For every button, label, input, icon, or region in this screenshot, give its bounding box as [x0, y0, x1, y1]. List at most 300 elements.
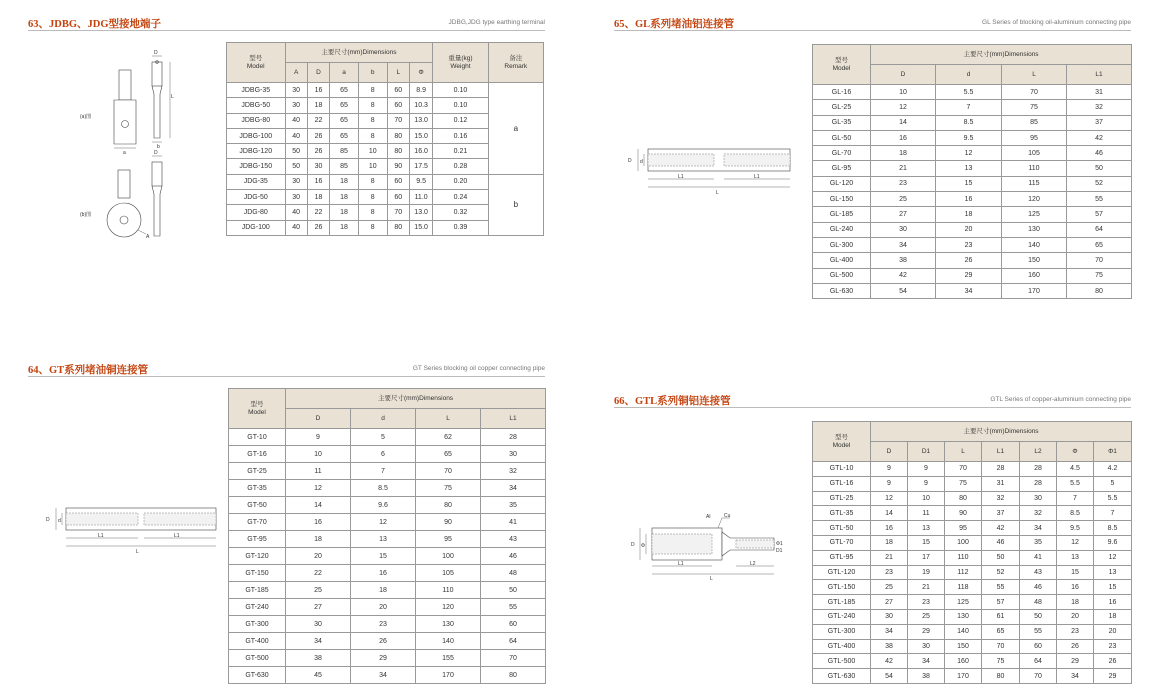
value-cell: 5.5 [1094, 491, 1132, 506]
dim-big-a-label: A [146, 234, 150, 240]
value-cell: 30 [285, 83, 307, 98]
value-cell: 55 [1067, 192, 1132, 207]
table-row [813, 476, 1132, 491]
value-cell: 70 [982, 639, 1020, 654]
table-row [813, 253, 1132, 268]
gl-pipe-drawing [626, 143, 796, 195]
value-cell: 18 [307, 190, 329, 205]
col-header: L [1002, 65, 1067, 85]
col-header: L1 [481, 409, 546, 429]
model-cell: GT-185 [229, 582, 286, 599]
model-cell: GTL-120 [813, 565, 871, 580]
model-cell: GT-300 [229, 616, 286, 633]
dim-L-label: L [716, 190, 719, 196]
value-cell: 95 [416, 531, 481, 548]
model-cell: JDBG-150 [227, 159, 286, 174]
value-cell: 27 [286, 599, 351, 616]
table-row [229, 616, 546, 633]
value-cell: 55 [982, 580, 1020, 595]
dim-L1-label: L1 [678, 561, 684, 567]
value-cell: 60 [1020, 639, 1057, 654]
col-model-header: 型号 Model [813, 45, 871, 85]
value-cell: 90 [416, 514, 481, 531]
col-model-header: 型号 Model [227, 43, 286, 83]
model-cell: GT-400 [229, 633, 286, 650]
value-cell: 8 [358, 220, 387, 235]
value-cell: 140 [1002, 237, 1067, 252]
value-cell: 13 [936, 161, 1002, 176]
value-cell: 7 [936, 100, 1002, 115]
value-cell: 18 [330, 190, 359, 205]
table-row [229, 650, 546, 667]
value-cell: 50 [982, 550, 1020, 565]
value-cell: 80 [982, 669, 1020, 684]
col-header: Φ [1057, 442, 1094, 462]
value-cell: 118 [945, 580, 982, 595]
value-cell: 9 [871, 476, 908, 491]
value-cell: 70 [387, 113, 409, 128]
value-cell: 115 [1002, 176, 1067, 191]
value-cell: 110 [416, 582, 481, 599]
value-cell: 29 [1057, 654, 1094, 669]
value-cell: 18 [1057, 595, 1094, 610]
model-cell: GT-10 [229, 429, 286, 446]
remark-cell: a [488, 83, 543, 175]
dim-d-label: d [640, 159, 643, 165]
value-cell: 16.0 [409, 144, 432, 159]
value-cell: 170 [945, 669, 982, 684]
table-row [813, 130, 1132, 145]
value-cell: 70 [1067, 253, 1132, 268]
model-cell: GL-120 [813, 176, 871, 191]
dim-phi-label: Φ [641, 543, 645, 549]
value-cell: 64 [481, 633, 546, 650]
table-row [813, 609, 1132, 624]
value-cell: 100 [416, 548, 481, 565]
gtl-spec-table [812, 421, 1132, 684]
col-header: A [285, 63, 307, 83]
dim-L1-label-2: L1 [174, 533, 180, 539]
jdbg-jdg-terminal-drawing [78, 48, 188, 240]
value-cell: 23 [871, 565, 908, 580]
value-cell: 7 [351, 463, 416, 480]
value-cell: 23 [871, 176, 936, 191]
value-cell: 10.3 [409, 98, 432, 113]
value-cell: 12 [286, 480, 351, 497]
dim-b-label: b [157, 144, 160, 150]
value-cell: 57 [1067, 207, 1132, 222]
value-cell: 50 [481, 582, 546, 599]
section-65-title: 65、GL系列堵油铝连接管 [614, 19, 735, 30]
value-cell: 70 [387, 205, 409, 220]
table-row [229, 633, 546, 650]
table-row [229, 463, 546, 480]
value-cell: 150 [1002, 253, 1067, 268]
table-row [813, 237, 1132, 252]
model-cell: GTL-300 [813, 624, 871, 639]
model-cell: JDBG-35 [227, 83, 286, 98]
value-cell: 48 [1020, 595, 1057, 610]
model-cell: GTL-185 [813, 595, 871, 610]
value-cell: 16 [351, 565, 416, 582]
table-row [229, 548, 546, 565]
value-cell: 4.5 [1057, 462, 1094, 477]
section-64-divider [28, 376, 545, 377]
table-row [227, 174, 544, 189]
value-cell: 17.5 [409, 159, 432, 174]
value-cell: 46 [1020, 580, 1057, 595]
col-dimensions-header: 主要尺寸(mm)Dimensions [871, 422, 1132, 442]
dim-L-label: L [710, 576, 713, 582]
dim-d-label-b: D [154, 150, 158, 156]
value-cell: 45 [286, 667, 351, 684]
table-row [813, 639, 1132, 654]
value-cell: 32 [481, 463, 546, 480]
value-cell: 65 [1067, 237, 1132, 252]
value-cell: 16 [307, 174, 329, 189]
value-cell: 110 [945, 550, 982, 565]
value-cell: 85 [330, 144, 359, 159]
section-65-subtitle: GL Series of blocking oil-aluminium connecting pipe [982, 19, 1131, 26]
value-cell: 25 [871, 580, 908, 595]
value-cell: 80 [387, 220, 409, 235]
value-cell: 17 [908, 550, 945, 565]
value-cell: 25 [286, 582, 351, 599]
value-cell: 9.5 [1057, 521, 1094, 536]
value-cell: 0.39 [433, 220, 488, 235]
value-cell: 34 [908, 654, 945, 669]
value-cell: 120 [1002, 192, 1067, 207]
value-cell: 26 [351, 633, 416, 650]
value-cell: 60 [387, 98, 409, 113]
value-cell: 50 [1020, 609, 1057, 624]
table-row [813, 100, 1132, 115]
model-cell: GTL-16 [813, 476, 871, 491]
value-cell: 60 [387, 83, 409, 98]
dim-L1-label: L1 [678, 174, 684, 180]
value-cell: 23 [908, 595, 945, 610]
col-header: L2 [1020, 442, 1057, 462]
value-cell: 34 [481, 480, 546, 497]
col-header: b [358, 63, 387, 83]
value-cell: 95 [945, 521, 982, 536]
value-cell: 13 [1094, 565, 1132, 580]
table-row [813, 565, 1132, 580]
value-cell: 125 [945, 595, 982, 610]
value-cell: 16 [307, 83, 329, 98]
value-cell: 10 [358, 144, 387, 159]
model-cell: GL-300 [813, 237, 871, 252]
value-cell: 13.0 [409, 205, 432, 220]
value-cell: 9.5 [936, 130, 1002, 145]
value-cell: 0.10 [433, 98, 488, 113]
dim-d-label: D [154, 50, 158, 56]
value-cell: 42 [871, 268, 936, 283]
value-cell: 18 [1094, 609, 1132, 624]
value-cell: 15.0 [409, 128, 432, 143]
value-cell: 80 [945, 491, 982, 506]
table-row [813, 491, 1132, 506]
value-cell: 42 [1067, 130, 1132, 145]
value-cell: 27 [871, 207, 936, 222]
table-row [229, 667, 546, 684]
value-cell: 55 [1020, 624, 1057, 639]
value-cell: 20 [1094, 624, 1132, 639]
value-cell: 32 [1020, 506, 1057, 521]
value-cell: 130 [1002, 222, 1067, 237]
value-cell: 34 [1020, 521, 1057, 536]
col-header: L1 [982, 442, 1020, 462]
remark-cell: b [488, 174, 543, 235]
value-cell: 7 [1057, 491, 1094, 506]
table-row [813, 146, 1132, 161]
value-cell: 15 [351, 548, 416, 565]
value-cell: 75 [982, 654, 1020, 669]
value-cell: 12 [871, 491, 908, 506]
value-cell: 16 [871, 521, 908, 536]
col-model-header: 型号 Model [229, 389, 286, 429]
value-cell: 9.6 [351, 497, 416, 514]
value-cell: 14 [286, 497, 351, 514]
model-cell: GL-25 [813, 100, 871, 115]
value-cell: 10 [358, 159, 387, 174]
value-cell: 11.0 [409, 190, 432, 205]
value-cell: 20 [1057, 609, 1094, 624]
model-cell: GL-240 [813, 222, 871, 237]
dim-D-label: D [628, 158, 632, 164]
model-cell: GT-95 [229, 531, 286, 548]
table-row [813, 669, 1132, 684]
value-cell: 80 [1067, 283, 1132, 298]
col-dimensions-header: 主要尺寸(mm)Dimensions [871, 45, 1132, 65]
value-cell: 50 [285, 159, 307, 174]
value-cell: 57 [982, 595, 1020, 610]
model-cell: GL-400 [813, 253, 871, 268]
section-64-subtitle: GT Series blocking oil copper connecting pipe [412, 365, 545, 372]
dim-D-label: D [631, 542, 635, 548]
value-cell: 43 [1020, 565, 1057, 580]
value-cell: 9 [871, 462, 908, 477]
value-cell: 6 [351, 446, 416, 463]
value-cell: 0.32 [433, 205, 488, 220]
table-row [813, 506, 1132, 521]
value-cell: 34 [871, 624, 908, 639]
value-cell: 38 [908, 669, 945, 684]
model-cell: GL-35 [813, 115, 871, 130]
model-cell: GT-500 [229, 650, 286, 667]
value-cell: 46 [982, 535, 1020, 550]
value-cell: 54 [871, 669, 908, 684]
value-cell: 35 [481, 497, 546, 514]
value-cell: 29 [908, 624, 945, 639]
model-cell: GL-50 [813, 130, 871, 145]
value-cell: 9 [908, 462, 945, 477]
gtl-pipe-drawing [626, 510, 786, 580]
col-header: d [351, 409, 416, 429]
value-cell: 41 [481, 514, 546, 531]
value-cell: 23 [936, 237, 1002, 252]
value-cell: 130 [416, 616, 481, 633]
value-cell: 12 [1094, 550, 1132, 565]
value-cell: 32 [982, 491, 1020, 506]
value-cell: 85 [1002, 115, 1067, 130]
col-header: D [307, 63, 329, 83]
model-cell: GT-70 [229, 514, 286, 531]
value-cell: 7 [1094, 506, 1132, 521]
value-cell: 8.5 [936, 115, 1002, 130]
value-cell: 120 [416, 599, 481, 616]
value-cell: 26 [936, 253, 1002, 268]
value-cell: 40 [285, 205, 307, 220]
value-cell: 26 [1057, 639, 1094, 654]
model-cell: GL-630 [813, 283, 871, 298]
value-cell: 70 [416, 463, 481, 480]
gt-pipe-drawing [44, 502, 219, 554]
value-cell: 70 [945, 462, 982, 477]
value-cell: 8.5 [1094, 521, 1132, 536]
value-cell: 16 [1057, 580, 1094, 595]
value-cell: 5 [351, 429, 416, 446]
section-63-subtitle: JDBG,JDG type earthing terminal [448, 19, 545, 26]
value-cell: 60 [387, 190, 409, 205]
value-cell: 32 [1067, 100, 1132, 115]
value-cell: 110 [1002, 161, 1067, 176]
section-66-subtitle: GTL Series of copper-aluminium connecting pipe [990, 396, 1131, 403]
col-model-header: 型号 Model [813, 422, 871, 462]
value-cell: 170 [1002, 283, 1067, 298]
dim-L1-label-2: L1 [754, 174, 760, 180]
value-cell: 30 [286, 616, 351, 633]
section-63-title: 63、JDBG、JDG型接地端子 [28, 19, 162, 30]
model-cell: GTL-35 [813, 506, 871, 521]
value-cell: 12 [1057, 535, 1094, 550]
value-cell: 0.10 [433, 83, 488, 98]
value-cell: 80 [387, 144, 409, 159]
section-66-divider [614, 407, 1131, 408]
value-cell: 20 [936, 222, 1002, 237]
dim-D1-label: D1 [776, 548, 783, 554]
table-row [813, 115, 1132, 130]
value-cell: 29 [351, 650, 416, 667]
value-cell: 15 [1057, 565, 1094, 580]
material-cu-label: Cu [724, 513, 731, 519]
table-row [813, 268, 1132, 283]
table-body [227, 83, 544, 236]
value-cell: 5 [1094, 476, 1132, 491]
dim-L-label: L [136, 549, 139, 555]
value-cell: 18 [936, 207, 1002, 222]
table-row [813, 176, 1132, 191]
value-cell: 95 [1002, 130, 1067, 145]
value-cell: 23 [1094, 639, 1132, 654]
value-cell: 0.12 [433, 113, 488, 128]
value-cell: 60 [481, 616, 546, 633]
gt-spec-table [228, 388, 546, 684]
value-cell: 13.0 [409, 113, 432, 128]
value-cell: 105 [1002, 146, 1067, 161]
value-cell: 30 [908, 639, 945, 654]
value-cell: 105 [416, 565, 481, 582]
table-row [229, 480, 546, 497]
table-row [813, 535, 1132, 550]
value-cell: 48 [481, 565, 546, 582]
value-cell: 8 [358, 83, 387, 98]
value-cell: 65 [330, 128, 359, 143]
col-dimensions-header: 主要尺寸(mm)Dimensions [286, 389, 546, 409]
value-cell: 23 [1057, 624, 1094, 639]
model-cell: GT-16 [229, 446, 286, 463]
value-cell: 41 [1020, 550, 1057, 565]
value-cell: 52 [982, 565, 1020, 580]
value-cell: 8.5 [351, 480, 416, 497]
value-cell: 16 [936, 192, 1002, 207]
dim-phi-label: Φ [155, 60, 159, 66]
table-row [229, 429, 546, 446]
table-body [813, 462, 1132, 684]
model-cell: GTL-400 [813, 639, 871, 654]
value-cell: 18 [307, 98, 329, 113]
section-64-title: 64、GT系列堵油铜连接管 [28, 365, 149, 376]
model-cell: GT-630 [229, 667, 286, 684]
model-cell: JDG-80 [227, 205, 286, 220]
col-header: Φ [409, 63, 432, 83]
value-cell: 34 [351, 667, 416, 684]
value-cell: 21 [871, 550, 908, 565]
value-cell: 46 [1067, 146, 1132, 161]
col-header: L1 [1067, 65, 1132, 85]
value-cell: 50 [1067, 161, 1132, 176]
value-cell: 29 [1094, 669, 1132, 684]
value-cell: 11 [908, 506, 945, 521]
value-cell: 75 [416, 480, 481, 497]
value-cell: 18 [286, 531, 351, 548]
value-cell: 150 [945, 639, 982, 654]
model-cell: GTL-50 [813, 521, 871, 536]
value-cell: 16 [286, 514, 351, 531]
value-cell: 26 [1094, 654, 1132, 669]
value-cell: 8 [358, 98, 387, 113]
value-cell: 90 [387, 159, 409, 174]
drawing-b-label: (b)图 [80, 212, 92, 218]
col-header: D [871, 442, 908, 462]
value-cell: 0.20 [433, 174, 488, 189]
value-cell: 0.24 [433, 190, 488, 205]
table-row [227, 83, 544, 98]
value-cell: 50 [285, 144, 307, 159]
model-cell: JDG-50 [227, 190, 286, 205]
model-cell: JDBG-100 [227, 128, 286, 143]
value-cell: 30 [307, 159, 329, 174]
value-cell: 30 [1020, 491, 1057, 506]
value-cell: 62 [416, 429, 481, 446]
value-cell: 25 [908, 609, 945, 624]
value-cell: 14 [871, 115, 936, 130]
model-cell: GT-120 [229, 548, 286, 565]
value-cell: 46 [481, 548, 546, 565]
value-cell: 22 [286, 565, 351, 582]
value-cell: 16 [1094, 595, 1132, 610]
value-cell: 85 [330, 159, 359, 174]
value-cell: 65 [416, 446, 481, 463]
value-cell: 12 [871, 100, 936, 115]
col-header: L [416, 409, 481, 429]
value-cell: 8 [358, 113, 387, 128]
value-cell: 19 [908, 565, 945, 580]
table-row [813, 222, 1132, 237]
value-cell: 54 [871, 283, 936, 298]
value-cell: 26 [307, 144, 329, 159]
value-cell: 9.6 [1094, 535, 1132, 550]
